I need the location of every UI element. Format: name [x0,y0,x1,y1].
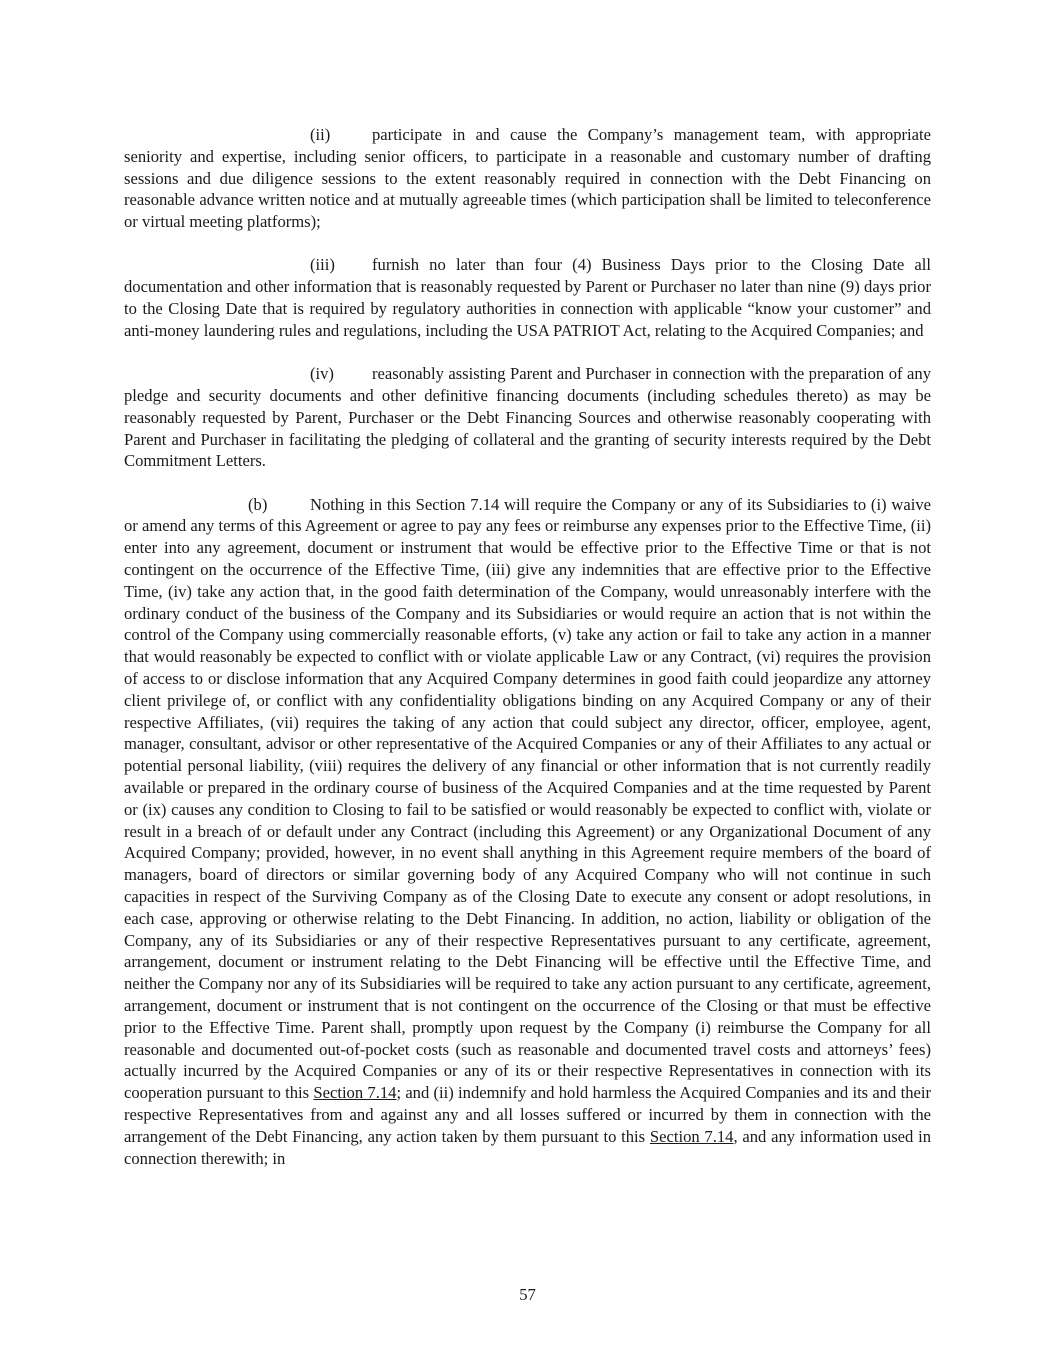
paragraph-text: reasonably assisting Parent and Purchaser in connection with the preparation of any pledge and security documents and other definitive financing documents (including schedules thereto) as may be reasonably requested by Parent, Purchaser or the Debt Financing Sources and otherwise reasonably cooperating with Parent and Purchaser in facilitating the pledging of collateral and the granting of security interests required by the Debt Commitment Letters. [124,364,931,471]
paragraph-text: participate in and cause the Company’s management team, with appropriate seniority and expertise, including senior officers, to participate in a reasonable and customary number of drafting sessions and due diligence sessions to the extent reasonably required in connection with the Debt Financing on reasonable advance written notice and at mutually agreeable times (which participation shall be limited to teleconference or virtual meeting platforms); [124,125,931,232]
paragraph-ii [124,124,931,233]
section-reference: Section 7.14 [313,1083,397,1103]
paragraph-text: Nothing in this Section 7.14 will require the Company or any of its Subsidiaries to (i) waive or amend any terms of this Agreement or agree to pay any fees or reimburse any expenses prior to the Effective Time, (ii) enter into any agreement, document or instrument that would be effective prior to the Effective Time or that is not contingent on the occurrence of the Effective Time, (iii) give any indemnities that are effective prior to the Effective Time, (iv) take any action that, in the good faith determination of the Company, would unreasonably interfere with the ordinary conduct of the business of the Company and its Subsidiaries or would require an action that is not within the control of the Company using commercially reasonable efforts, (v) take any action or fail to take any action in a manner that would reasonably be expected to conflict with or violate applicable Law or any Contract, (vi) requires the provision of access to or disclose information that any Acquired Company determines in good faith could jeopardize any attorney client privilege of, or conflict with any confidentiality obligations binding on any Acquired Company or any of their respective Affiliates, (vii) requires the taking of any action that could subject any director, officer, employee, agent, manager, consultant, advisor or other representative of the Acquired Companies or any of their Affiliates to any actual or potential personal liability, (viii) requires the delivery of any financial or other information that is not currently readily available or prepared in the ordinary course of business of the Acquired Companies and at the time requested by Parent or (ix) causes any condition to Closing to fail to be satisfied or would reasonably be expected to conflict with, violate or result in a breach of or default under any Contract (including this Agreement) or any Organizational Document of any Acquired Company; provided, however, in no event shall anything in this Agreement require members of the board of managers, board of directors or similar governing body of any Acquired Company who will not continue in such capacities in respect of the Surviving Company as of the Closing Date to execute any consent or adopt resolutions, in each case, approving or otherwise relating to the Debt Financing. In addition, no action, liability or obligation of the Company, any of its Subsidiaries or any of their respective Representatives pursuant to any certificate, agreement, arrangement, document or instrument relating to the Debt Financing will be effective until the Effective Time, and neither the Company nor any of its Subsidiaries will be required to take any action pursuant to any certificate, agreement, arrangement, document or instrument that is not contingent on the occurrence of the Closing or that must be effective prior to the Effective Time. Parent shall, promptly upon request by the Company (i) reimburse the Company for all reasonable and documented out-of-pocket costs (such as reasonable and documented travel costs and attorneys’ fees) actually incurred by the Acquired Companies or any of its or their respective Representatives in connection with its cooperation pursuant to this [124,494,931,1103]
paragraph-iv [124,363,931,472]
paragraph-number: (ii) [310,125,331,144]
paragraph-number: (b) [248,494,268,514]
paragraph-text: furnish no later than four (4) Business Days prior to the Closing Date all documentation and other information that is reasonably requested by Parent or Purchaser no later than nine (9) days prior to the Closing Date that is required by regulatory authorities in connection with applicable “know your customer” and anti-money laundering rules and regulations, including the USA PATRIOT Act, relating to the Acquired Companies; and [124,255,931,340]
paragraph-number: (iii) [310,255,335,275]
paragraph-b [124,494,931,1170]
paragraph-text: , and any information used in connection therewith; in [124,1126,931,1168]
document-page [124,124,931,1191]
page-number: 57 [519,1285,536,1304]
paragraph-text: ; and (ii) indemnify and hold harmless the Acquired Companies and its and their respective Representatives from and against any and all losses suffered or incurred by them in connection with the arrangement of the Debt Financing, any action taken by them pursuant to this [124,1083,932,1146]
paragraph-iii [124,254,931,341]
section-reference: Section 7.14 [649,1126,734,1146]
paragraph-number: (iv) [310,364,334,384]
